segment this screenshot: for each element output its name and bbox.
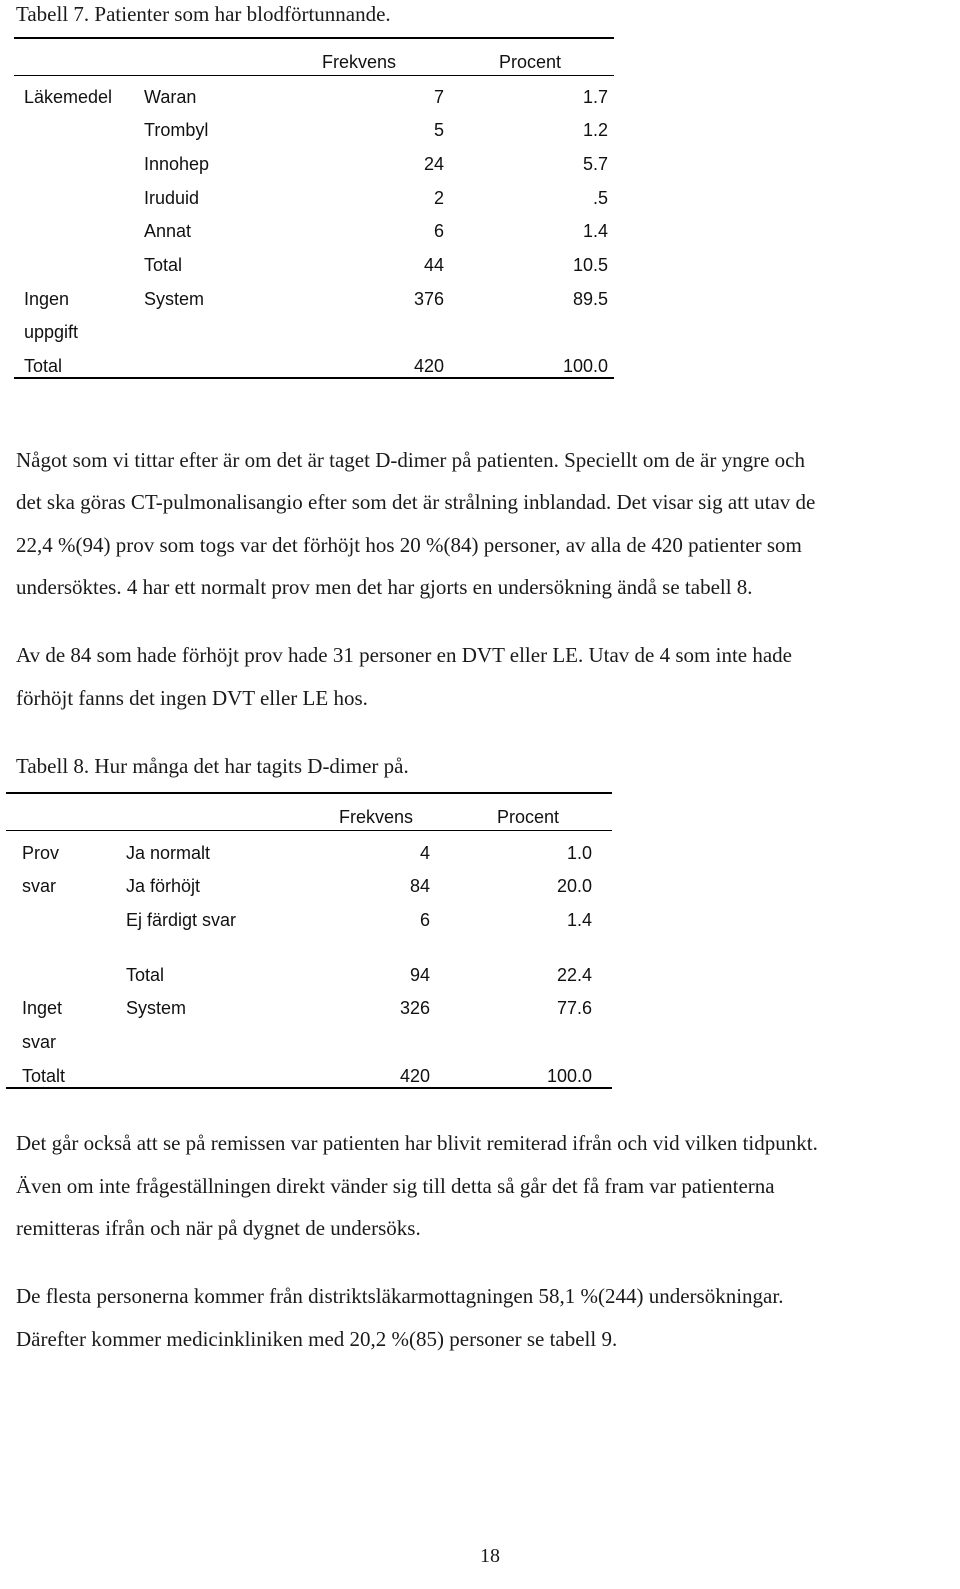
table7-header-procent: Procent (499, 52, 562, 72)
table-row-pct: 77.6 (556, 998, 592, 1018)
table-row-freq: 44 (423, 255, 444, 275)
table8-header-rule (6, 830, 612, 831)
table8-total-freq: 420 (399, 1066, 430, 1086)
paragraph-line: förhöjt fanns det ingen DVT eller LE hos. (16, 686, 368, 710)
table-row-pct: 20.0 (556, 876, 592, 896)
table7-header-rule (14, 75, 614, 76)
table-row-label: Ja förhöjt (126, 876, 201, 896)
table-row-pct: 10.5 (572, 255, 608, 275)
table-row-pct: 22.4 (556, 965, 592, 985)
table7-group-ingen: Ingen (24, 289, 70, 309)
paragraph-line: 22,4 %(94) prov som togs var det förhöjt hos 20 %(84) personer, av alla de 420 patienter som (16, 533, 802, 557)
table8-total-pct: 100.0 (546, 1066, 592, 1086)
table-row-freq: 376 (413, 289, 444, 309)
table-row-freq: 24 (423, 154, 444, 174)
paragraph-line: De flesta personerna kommer från distriktsläkarmottagningen 58,1 %(244) undersökningar. (16, 1284, 784, 1308)
table-row-pct: 1.2 (582, 120, 608, 140)
table-row-pct: 1.4 (566, 910, 592, 930)
paragraph-line: remitteras ifrån och när på dygnet de undersöks. (16, 1216, 421, 1240)
table8-total-label: Totalt (22, 1066, 66, 1086)
table-row-pct: 1.4 (582, 221, 608, 241)
table7-top-rule (14, 37, 614, 39)
paragraph-line: undersöktes. 4 har ett normalt prov men det har gjorts en undersökning ändå se tabell 8. (16, 575, 753, 599)
table7-bottom-rule (14, 377, 614, 379)
table8-group-inget: Inget (22, 998, 63, 1018)
table-row-freq: 326 (399, 998, 430, 1018)
page-number: 18 (480, 1545, 500, 1567)
table7-group-uppgift: uppgift (24, 322, 79, 342)
table-row-pct: .5 (592, 188, 608, 208)
table-row-label: Ja normalt (126, 843, 211, 863)
table-row-label: Total (144, 255, 183, 275)
table-row-pct: 89.5 (572, 289, 608, 309)
table-row-label: Waran (144, 87, 197, 107)
table8-group-svar: svar (22, 876, 57, 896)
table-row-label: Trombyl (144, 120, 209, 140)
table8-group-prov: Prov (22, 843, 60, 863)
table7-total-pct: 100.0 (562, 356, 608, 376)
table8-top-rule (6, 792, 612, 794)
table-row-freq: 7 (433, 87, 444, 107)
paragraph-line: Därefter kommer medicinkliniken med 20,2 %(85) personer se tabell 9. (16, 1327, 618, 1351)
paragraph-line: Det går också att se på remissen var patienten har blivit remiterad ifrån och vid vilken tidpunkt. (16, 1131, 818, 1155)
table8-header-procent: Procent (497, 807, 560, 827)
paragraph-line: Något som vi tittar efter är om det är taget D-dimer på patienten. Speciellt om de är yngre och (16, 448, 805, 472)
paragraph-line: Även om inte frågeställningen direkt vänder sig till detta så går det få fram var patienterna (16, 1174, 775, 1198)
table-row-freq: 94 (409, 965, 430, 985)
table-row-label: Ej färdigt svar (126, 910, 237, 930)
table8-caption: Tabell 8. Hur många det har tagits D-dimer på. (16, 754, 409, 778)
table7-group-lakemedel: Läkemedel (24, 87, 113, 107)
table-row-pct: 1.7 (582, 87, 608, 107)
table-row-label: Total (126, 965, 165, 985)
table-row-pct: 5.7 (582, 154, 608, 174)
table-row-pct: 1.0 (566, 843, 592, 863)
table-row-label: Iruduid (144, 188, 200, 208)
paragraph-line: det ska göras CT-pulmonalisangio efter som det är strålning inblandad. Det visar sig att utav de (16, 490, 816, 514)
table-row-freq: 2 (433, 188, 444, 208)
table8-header-frekvens: Frekvens (339, 807, 414, 827)
table-row-freq: 6 (433, 221, 444, 241)
table-row-freq: 6 (419, 910, 430, 930)
table-row-freq: 4 (419, 843, 430, 863)
table7-total-freq: 420 (413, 356, 444, 376)
table-row-label: Annat (144, 221, 192, 241)
table-row-label: Innohep (144, 154, 210, 174)
table7-header-frekvens: Frekvens (322, 52, 397, 72)
table7-total-label: Total (24, 356, 63, 376)
table-row-label: System (126, 998, 187, 1018)
table8-bottom-rule (6, 1087, 612, 1089)
table8-group-svar2: svar (22, 1032, 57, 1052)
table-row-freq: 84 (409, 876, 430, 896)
paragraph-line: Av de 84 som hade förhöjt prov hade 31 personer en DVT eller LE. Utav de 4 som inte hade (16, 643, 793, 667)
table7-caption: Tabell 7. Patienter som har blodförtunnande. (16, 2, 391, 26)
table-row-freq: 5 (433, 120, 444, 140)
table-row-label: System (144, 289, 205, 309)
